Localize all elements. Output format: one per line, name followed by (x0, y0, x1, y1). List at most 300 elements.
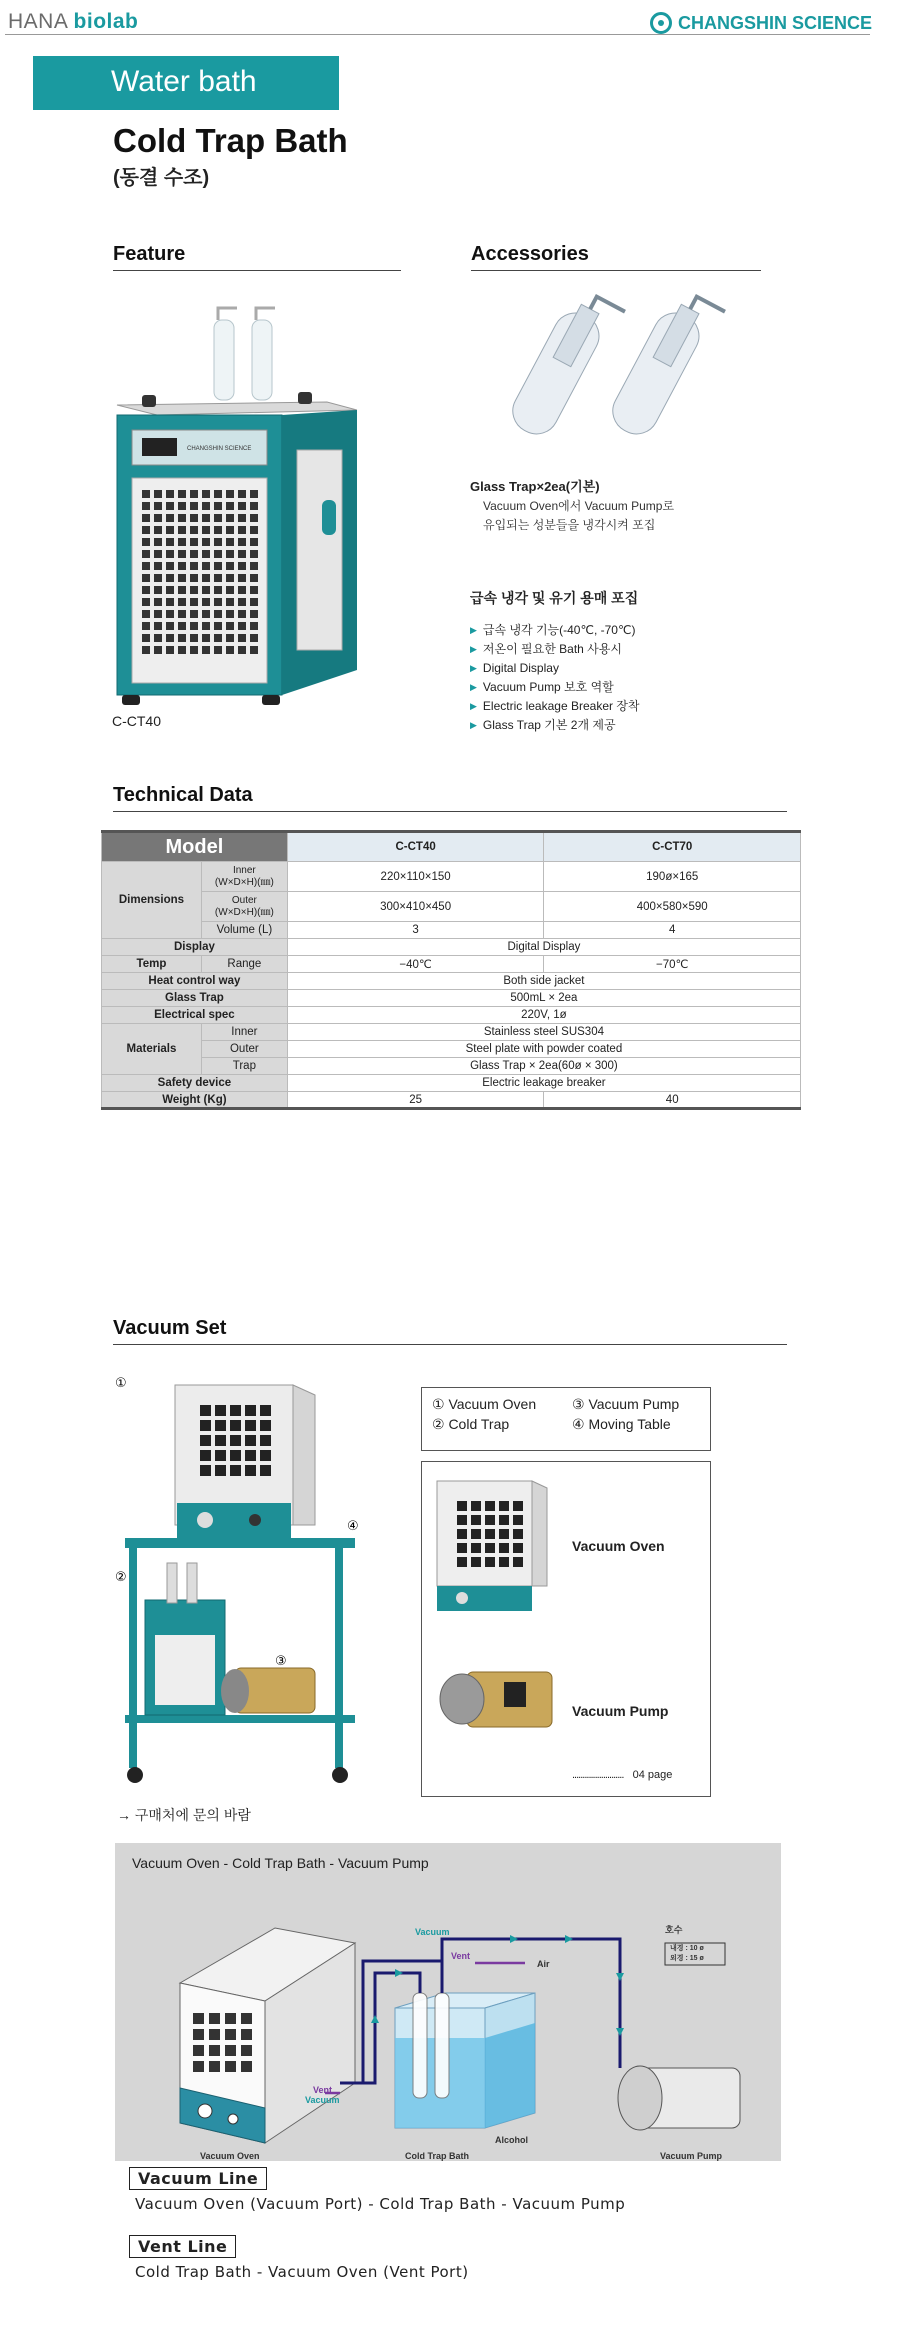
feature-divider (113, 270, 401, 271)
grille-cell (250, 586, 258, 594)
grille-cell (230, 1465, 241, 1476)
grille-cell (241, 2013, 252, 2024)
table-row (102, 1092, 801, 1109)
grille-cell (154, 538, 162, 546)
grille-cell (190, 502, 198, 510)
cell: 220V, 1ø (287, 1007, 800, 1024)
grille-cell (513, 1515, 523, 1525)
grille-cell (142, 634, 150, 642)
grille-cell (214, 598, 222, 606)
grille-cell (154, 622, 162, 630)
grille-cell (225, 2013, 236, 2024)
grille-cell (250, 550, 258, 558)
grille-cell (245, 1405, 256, 1416)
bullet-triangle-icon: ▶ (470, 682, 477, 692)
marker-pump: ③ (275, 1654, 287, 1669)
list-item (470, 697, 640, 716)
cell: Stainless steel SUS304 (287, 1024, 800, 1041)
grille-cell (200, 1465, 211, 1476)
grille-cell (485, 1543, 495, 1553)
vacuum-line-title: Vacuum Line (129, 2167, 267, 2190)
page-subtitle: (동결 수조) (113, 167, 210, 189)
grille-cell (250, 526, 258, 534)
grille-cell (190, 538, 198, 546)
cell: 220×110×150 (287, 862, 544, 892)
grille-cell (250, 634, 258, 642)
grille-cell (166, 646, 174, 654)
grille-cell (226, 622, 234, 630)
grille-cell (166, 502, 174, 510)
grille-cell (214, 562, 222, 570)
grille-cell (215, 1420, 226, 1431)
feature-text: 저온이 필요한 Bath 사용시 (482, 642, 622, 656)
cell: Steel plate with powder coated (287, 1041, 800, 1058)
list-item (470, 621, 640, 640)
grille-cell (178, 574, 186, 582)
grille-cell (215, 1450, 226, 1461)
grille-cell (226, 514, 234, 522)
grille-cell (178, 634, 186, 642)
row-label-elec: Electrical spec (102, 1007, 288, 1024)
legend-item: ④ Moving Table (572, 1416, 671, 1432)
row-label-temp: Temp (102, 956, 202, 973)
grille-cell (245, 1435, 256, 1446)
grille-cell (142, 610, 150, 618)
accessory-desc-line: Vacuum Oven에서 Vacuum Pump로 (483, 499, 675, 513)
table-row (102, 973, 801, 990)
page-ref-text: 04 page (632, 1769, 673, 1781)
grille-cell (190, 622, 198, 630)
grille-cell (142, 574, 150, 582)
grille-cell (226, 634, 234, 642)
grille-cell (457, 1515, 467, 1525)
grille-cell (190, 490, 198, 498)
grille-cell (209, 2045, 220, 2056)
grille-cell (178, 598, 186, 606)
grille-cell (190, 526, 198, 534)
grille-cell (190, 598, 198, 606)
label-alcohol: Alcohol (495, 2135, 528, 2145)
grille-cell (154, 514, 162, 522)
spec-table (101, 830, 801, 1110)
grille-cell (226, 490, 234, 498)
grille-cell (226, 610, 234, 618)
cell: −70℃ (544, 956, 801, 973)
grille-cell (154, 586, 162, 594)
grille-cell (485, 1529, 495, 1539)
brand-hana-biolab (8, 10, 138, 34)
grille-cell (241, 2061, 252, 2072)
brand-changshin-logo (650, 12, 872, 34)
legend-item: ① Vacuum Oven (432, 1396, 537, 1412)
grille-cell (214, 514, 222, 522)
grille-cell (250, 574, 258, 582)
bullet-triangle-icon: ▶ (470, 720, 477, 730)
grille-cell (471, 1501, 481, 1511)
grille-cell (238, 622, 246, 630)
grille-cell (250, 502, 258, 510)
grille-cell (250, 646, 258, 654)
grille-cell (260, 1435, 271, 1446)
grille-cell (178, 526, 186, 534)
model-header: Model (102, 832, 288, 862)
label-oven: Vacuum Oven (200, 2151, 260, 2161)
vent-line-block (129, 2235, 469, 2281)
grille-cell (154, 598, 162, 606)
glass-trap-image (490, 280, 730, 460)
grille-cell (178, 538, 186, 546)
bullet-triangle-icon: ▶ (470, 644, 477, 654)
cell: 500mL × 2ea (287, 990, 800, 1007)
grille-cell (499, 1557, 509, 1567)
col-header-ct70: C-CT70 (544, 832, 801, 862)
grille-cell (457, 1543, 467, 1553)
category-banner: Water bath (33, 56, 339, 110)
grille-cell (193, 2029, 204, 2040)
grille-cell (260, 1450, 271, 1461)
marker-oven: ① (115, 1376, 127, 1391)
grille-cell (214, 526, 222, 534)
grille-cell (250, 514, 258, 522)
grille-cell (142, 538, 150, 546)
accessories-heading: Accessories (471, 243, 589, 265)
list-item (470, 716, 640, 735)
grille-cell (202, 490, 210, 498)
accessory-desc-line: 유입되는 성분들을 냉각시켜 포집 (483, 518, 656, 532)
table-row (102, 990, 801, 1007)
grille-cell (178, 622, 186, 630)
grille-cell (238, 598, 246, 606)
cell: 4 (544, 922, 801, 939)
header-divider (5, 34, 870, 35)
vacuum-set-legend (421, 1387, 711, 1451)
vacuum-pump-image (432, 1657, 562, 1737)
grille-cell (142, 502, 150, 510)
technical-heading: Technical Data (113, 784, 253, 806)
grille-cell (154, 634, 162, 642)
grille-cell (142, 562, 150, 570)
grille-cell (154, 562, 162, 570)
table-row (102, 939, 801, 956)
list-item (470, 640, 640, 659)
grille-cell (250, 622, 258, 630)
grille-cell (471, 1557, 481, 1567)
grille-cell (245, 1420, 256, 1431)
grille-cell (457, 1529, 467, 1539)
feature-text: Electric leakage Breaker 장착 (482, 699, 640, 713)
grille-cell (238, 562, 246, 570)
grille-cell (178, 586, 186, 594)
grille-cell (178, 562, 186, 570)
product-photo-box (421, 1461, 711, 1797)
inner-unit: (W×D×H)(㎜) (214, 876, 274, 888)
grille-cell (166, 562, 174, 570)
grille-cell (513, 1529, 523, 1539)
grille-cell (190, 514, 198, 522)
row-sublabel-volume: Volume (L) (201, 922, 287, 939)
grille-cell (178, 610, 186, 618)
grille-cell (154, 526, 162, 534)
feature-text: Vacuum Pump 보호 역할 (482, 680, 614, 694)
grille-cell (209, 2013, 220, 2024)
feature-heading: Feature (113, 243, 186, 265)
grille-cell (250, 562, 258, 570)
grille-cell (166, 622, 174, 630)
grille-cell (190, 634, 198, 642)
marker-table: ④ (347, 1519, 359, 1534)
grille-cell (214, 586, 222, 594)
grille-cell (166, 514, 174, 522)
accessory-description (483, 497, 674, 535)
grille-cell (238, 526, 246, 534)
grille-cell (166, 598, 174, 606)
grille-cell (250, 538, 258, 546)
grille-cell (226, 586, 234, 594)
grille-cell (142, 550, 150, 558)
grille-cell (260, 1420, 271, 1431)
grille-cell (513, 1501, 523, 1511)
inquiry-note: → 구매처에 문의 바람 (117, 1807, 251, 1823)
grille-cell (260, 1465, 271, 1476)
outer-unit: (W×D×H)(㎜) (214, 906, 274, 918)
grille-cell (238, 490, 246, 498)
grille-cell (166, 634, 174, 642)
cell: 300×410×450 (287, 892, 544, 922)
table-row (102, 862, 801, 892)
technical-divider (113, 811, 787, 812)
grille-cell (178, 514, 186, 522)
grille-cell (238, 502, 246, 510)
cell: 3 (287, 922, 544, 939)
grille-cell (215, 1405, 226, 1416)
grille-cell (154, 550, 162, 558)
table-row (102, 832, 801, 862)
grille-cell (485, 1501, 495, 1511)
grille-cell (214, 490, 222, 498)
table-row (102, 1007, 801, 1024)
grille-cell (250, 598, 258, 606)
grille-cell (499, 1515, 509, 1525)
grille-cell (178, 502, 186, 510)
grille-cell (202, 634, 210, 642)
brand-hana: HANA (8, 10, 68, 33)
cell: Both side jacket (287, 973, 800, 990)
grille-cell (250, 490, 258, 498)
grille-cell (485, 1515, 495, 1525)
grille-cell (190, 550, 198, 558)
bullet-triangle-icon: ▶ (470, 663, 477, 673)
grille-cell (513, 1557, 523, 1567)
grille-cell (238, 538, 246, 546)
feature-text: 급속 냉각 기능(-40℃, -70℃) (482, 623, 636, 637)
row-label-dimensions: Dimensions (102, 862, 202, 939)
cell: 190ø×165 (544, 862, 801, 892)
outer-label: Outer (231, 894, 257, 906)
grille-cell (471, 1529, 481, 1539)
grille-cell (166, 526, 174, 534)
cell: Digital Display (287, 939, 800, 956)
page-title: Cold Trap Bath (113, 122, 348, 159)
changshin-mark-icon (650, 12, 672, 34)
grille-cell (230, 1420, 241, 1431)
label-vacuum-bottom: Vacuum (305, 2095, 340, 2105)
grille-cell (209, 2029, 220, 2040)
grille-cell (190, 574, 198, 582)
grille-cell (142, 622, 150, 630)
grille-cell (190, 562, 198, 570)
brand-lab: lab (106, 10, 139, 33)
grille-cell (241, 2029, 252, 2040)
grille-cell (485, 1557, 495, 1567)
brand-changshin-text: CHANGSHIN SCIENCE (677, 12, 872, 33)
grille-cell (225, 2045, 236, 2056)
grille-cell (226, 646, 234, 654)
grille-cell (178, 646, 186, 654)
grille-cell (499, 1501, 509, 1511)
grille-cell (202, 514, 210, 522)
grille-cell (202, 622, 210, 630)
row-sublabel-trap: Trap (201, 1058, 287, 1075)
label-vacuum: Vacuum (415, 1927, 450, 1937)
grille-cell (457, 1501, 467, 1511)
table-row (102, 1075, 801, 1092)
grille-cell (226, 502, 234, 510)
grille-cell (238, 514, 246, 522)
grille-cell (214, 646, 222, 654)
vacuum-line-block (129, 2167, 625, 2213)
cell: −40℃ (287, 956, 544, 973)
cold-trap-machine-image (112, 300, 357, 710)
grille-cell (471, 1543, 481, 1553)
feature-text: Digital Display (482, 661, 559, 675)
list-item (470, 678, 640, 697)
grille-cell (230, 1450, 241, 1461)
feature-list-heading: 급속 냉각 및 유기 용매 포집 (470, 590, 639, 606)
grille-cell (513, 1543, 523, 1553)
page-reference: ......................... 04 page (572, 1769, 673, 1781)
row-label-display: Display (102, 939, 288, 956)
grille-cell (193, 2061, 204, 2072)
grille-cell (200, 1420, 211, 1431)
grille-cell (238, 550, 246, 558)
cell: 400×580×590 (544, 892, 801, 922)
photo-label-pump: Vacuum Pump (572, 1703, 669, 1719)
grille-cell (166, 550, 174, 558)
grille-cell (202, 598, 210, 606)
grille-cell (178, 550, 186, 558)
grille-cell (226, 574, 234, 582)
grille-cell (226, 562, 234, 570)
row-sublabel-inner (201, 862, 287, 892)
grille-cell (190, 610, 198, 618)
grille-cell (238, 646, 246, 654)
row-label-heat: Heat control way (102, 973, 288, 990)
vacuum-set-photo (115, 1375, 375, 1800)
brand-bio: bio (73, 10, 107, 33)
legend-item: ② Cold Trap (432, 1416, 510, 1432)
row-label-materials: Materials (102, 1024, 202, 1075)
photo-label-oven: Vacuum Oven (572, 1538, 665, 1554)
grille-cell (214, 574, 222, 582)
grille-cell (214, 502, 222, 510)
row-sublabel-range: Range (201, 956, 287, 973)
grille-cell (230, 1435, 241, 1446)
inner-label: Inner (232, 864, 256, 876)
label-vent-top: Vent (451, 1951, 471, 1961)
grille-cell (214, 610, 222, 618)
grille-cell (499, 1543, 509, 1553)
grille-cell (190, 586, 198, 594)
grille-cell (215, 1435, 226, 1446)
grille-cell (166, 574, 174, 582)
grille-cell (202, 610, 210, 618)
feature-list (470, 621, 640, 735)
grille-cell (238, 610, 246, 618)
grille-cell (226, 550, 234, 558)
grille-cell (238, 586, 246, 594)
row-sublabel-outer: Outer (201, 1041, 287, 1058)
grille-cell (200, 1450, 211, 1461)
vent-line-text: Cold Trap Bath - Vacuum Oven (Vent Port) (135, 2263, 469, 2281)
grille-cell (230, 1405, 241, 1416)
grille-cell (154, 490, 162, 498)
grille-cell (202, 502, 210, 510)
grille-cell (200, 1405, 211, 1416)
grille-cell (214, 538, 222, 546)
grille-cell (238, 574, 246, 582)
vacuum-set-divider (113, 1344, 787, 1345)
label-hose-outer: 외경 : 15 ø (670, 1955, 704, 1962)
grille-cell (166, 610, 174, 618)
grille-cell (245, 1450, 256, 1461)
grille-cell (202, 586, 210, 594)
vacuum-oven-image (432, 1476, 552, 1616)
label-hose-inner: 내경 : 10 ø (670, 1945, 704, 1952)
grille-cell (142, 586, 150, 594)
grille-cell (190, 646, 198, 654)
grille-cell (142, 598, 150, 606)
grille-cell (226, 526, 234, 534)
grille-cell (142, 526, 150, 534)
grille-cell (154, 646, 162, 654)
grille-cell (154, 574, 162, 582)
row-sublabel-outer (201, 892, 287, 922)
grille-cell (193, 2045, 204, 2056)
grille-cell (166, 490, 174, 498)
accessories-divider (471, 270, 761, 271)
vacuum-line-text: Vacuum Oven (Vacuum Port) - Cold Trap Bath - Vacuum Pump (135, 2195, 626, 2213)
cell: 40 (544, 1092, 801, 1109)
grille-cell (209, 2061, 220, 2072)
grille-cell (245, 1465, 256, 1476)
marker-cold-trap: ② (115, 1570, 127, 1585)
label-air: Air (537, 1959, 550, 1969)
cell: Electric leakage breaker (287, 1075, 800, 1092)
grille-cell (202, 526, 210, 534)
grille-cell (214, 622, 222, 630)
label-pump: Vacuum Pump (660, 2151, 723, 2161)
grille-cell (142, 490, 150, 498)
row-label-glass: Glass Trap (102, 990, 288, 1007)
row-label-weight: Weight (Kg) (102, 1092, 288, 1109)
grille-cell (241, 2045, 252, 2056)
grille-cell (215, 1465, 226, 1476)
vacuum-set-heading: Vacuum Set (113, 1317, 227, 1339)
table-row (102, 892, 801, 922)
table-row (102, 922, 801, 939)
cell: Glass Trap × 2ea(60ø × 300) (287, 1058, 800, 1075)
grille-cell (457, 1557, 467, 1567)
